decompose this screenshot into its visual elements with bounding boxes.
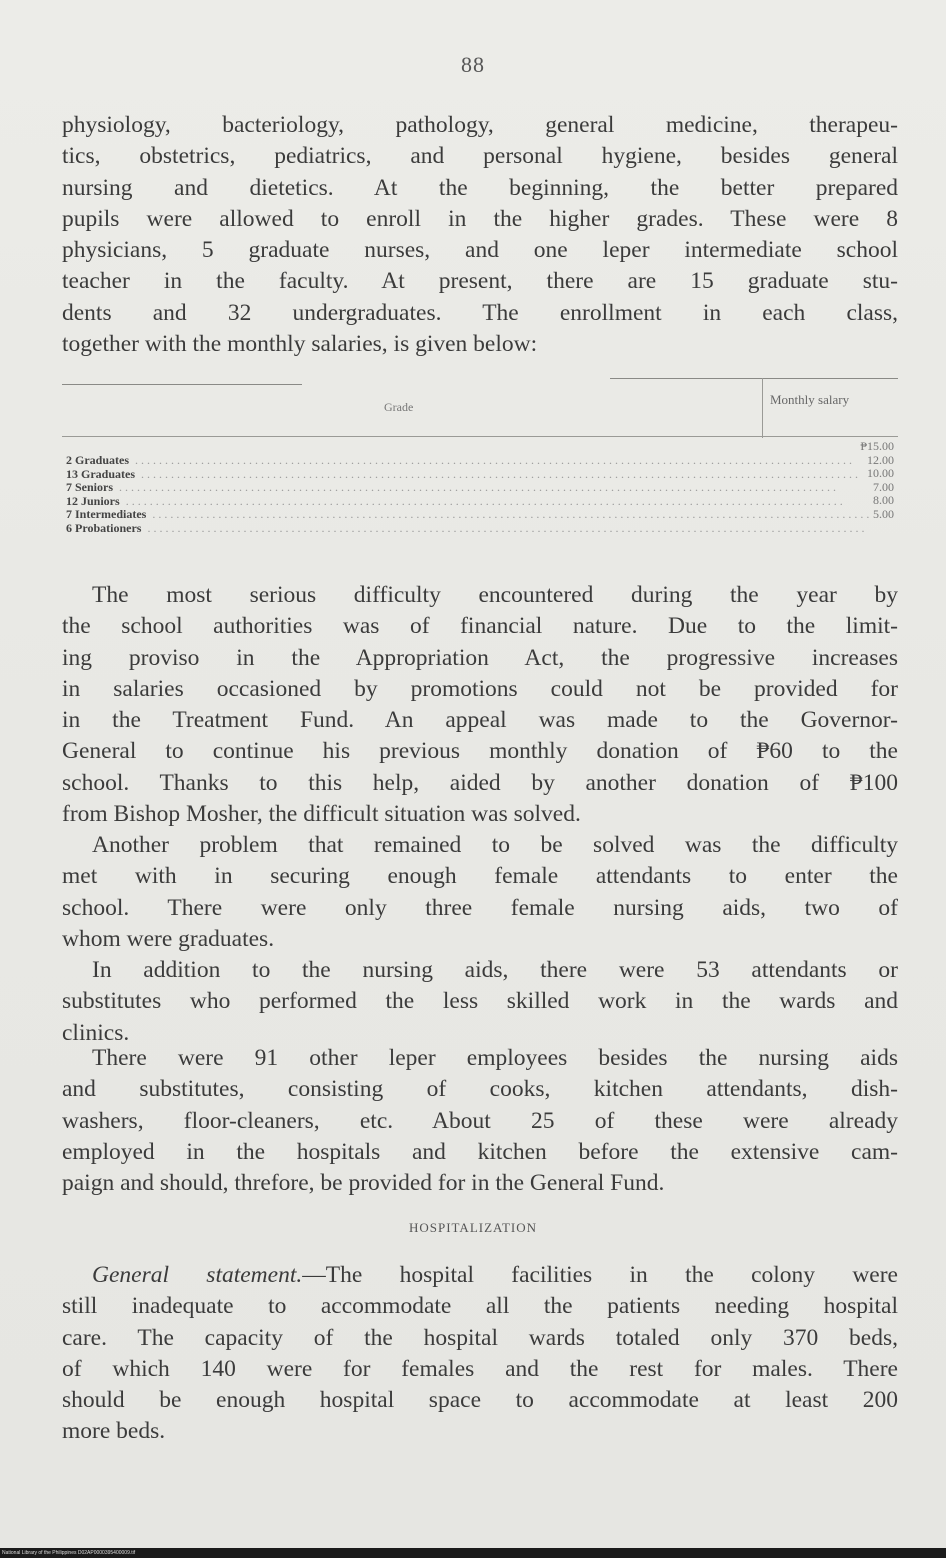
salary-cell: 10.00 xyxy=(867,466,894,480)
table-row: 6 Probationers ........................................................................................................................ xyxy=(66,520,868,535)
female-attendants-paragraph xyxy=(62,830,898,955)
text-line: care. The capacity of the hospital wards totaled only 370 beds, xyxy=(62,1324,898,1351)
text-line: dents and 32 undergraduates. The enrollment in each class, xyxy=(62,299,898,326)
text-line: paign and should, threfore, be provided for in the General Fund. xyxy=(62,1170,665,1197)
text-line: physiology, bacteriology, pathology, general medicine, therapeu- xyxy=(62,112,898,138)
text-line: General to continue his previous monthly donation of ₱60 to the xyxy=(62,738,898,765)
grade-cell: 6 Probationers xyxy=(66,520,142,535)
text-line: the school authorities was of financial nature. Due to the limit- xyxy=(62,613,898,640)
grade-column xyxy=(66,453,873,535)
text-line: whom were graduates. xyxy=(62,925,275,952)
grade-cell: 2 Graduates xyxy=(66,453,129,467)
salary-column xyxy=(818,440,894,521)
text-line: from Bishop Mosher, the difficult situation was solved. xyxy=(62,801,581,828)
text-line: pupils were allowed to enroll in the higher grades. These were 8 xyxy=(62,205,898,232)
grade-cell: 12 Juniors xyxy=(66,493,120,508)
salary-cell: 5.00 xyxy=(873,506,894,521)
text-line: of which 140 were for females and the rest for males. There xyxy=(62,1355,898,1382)
text-line xyxy=(62,1260,898,1291)
table-top-rule xyxy=(610,378,898,379)
monthly-salary-header: Monthly salary xyxy=(770,392,850,407)
text-line: There were 91 other leper employees besides the nursing aids xyxy=(92,1045,898,1071)
grade-cell: 7 Intermediates xyxy=(66,507,147,521)
text-line: still inadequate to accommodate all the patients needing hospital xyxy=(62,1293,898,1320)
text-line: met with in securing enough female attendants to enter the xyxy=(62,863,898,890)
page-number: 88 xyxy=(461,52,485,77)
column-divider xyxy=(762,378,763,438)
salary-cell: ₱15.00 xyxy=(860,439,894,453)
grade-header: Grade xyxy=(384,400,414,414)
section-heading: HOSPITALIZATION xyxy=(408,1220,538,1235)
intro-paragraph xyxy=(62,110,898,360)
text-line: together with the monthly salaries, is given below: xyxy=(62,331,538,358)
text-line: Another problem that remained to be solved was the difficulty xyxy=(92,832,898,858)
scan-bottom-edge xyxy=(0,1548,946,1558)
enrollment-salary-table xyxy=(62,378,898,548)
table-row: 7 Seniors ........................................................................................................................ xyxy=(66,480,840,494)
table-row: 7 Intermediates ........................................................................................................................ xyxy=(66,507,873,521)
text-line: school. There were only three female nursing aids, two of xyxy=(62,894,898,921)
salary-cell: 12.00 xyxy=(867,452,894,467)
text-line: more beds. xyxy=(62,1418,166,1445)
text-line: washers, floor-cleaners, etc. About 25 of these were already xyxy=(62,1107,898,1134)
text-line: The most serious difficulty encountered during the year by xyxy=(92,582,898,608)
text-line: tics, obstetrics, pediatrics, and personal hygiene, besides general xyxy=(62,143,898,170)
text-line: school. Thanks to this help, aided by another donation of ₱100 xyxy=(62,769,898,796)
text-line: physicians, 5 graduate nurses, and one leper intermediate school xyxy=(62,237,898,264)
table-row: 12 Juniors ........................................................................................................................ xyxy=(66,493,846,508)
text-line: teacher in the faculty. At present, there are 15 graduate stu- xyxy=(62,268,898,295)
text-run: —The hospital facilities in the colony were xyxy=(302,1262,898,1288)
text-line: and substitutes, consisting of cooks, kitchen attendants, dish- xyxy=(62,1076,898,1103)
table-row: 13 Graduates ........................................................................................................................ xyxy=(66,466,861,481)
text-line: in the Treatment Fund. An appeal was made to the Governor- xyxy=(62,707,898,734)
salary-cell: 7.00 xyxy=(873,479,894,494)
text-line: In addition to the nursing aids, there were 53 attendants or xyxy=(92,957,898,983)
text-line: in salaries occasioned by promotions could not be provided for xyxy=(62,675,898,702)
table-row: 2 Graduates ........................................................................................................................ xyxy=(66,453,855,467)
text-line: should be enough hospital space to accommodate at least 200 xyxy=(62,1387,898,1414)
employees-paragraph xyxy=(62,1043,898,1199)
text-line: substitutes who performed the less skilled work in the wards and xyxy=(62,988,898,1015)
grade-cell: 13 Graduates xyxy=(66,466,135,481)
text-line: clinics. xyxy=(62,1019,130,1046)
financial-difficulty-paragraph xyxy=(62,580,898,830)
header-rule xyxy=(62,436,898,437)
run-in-heading: General statement. xyxy=(92,1262,303,1288)
text-line: ing proviso in the Appropriation Act, the progressive increases xyxy=(62,644,898,671)
salary-cell: 8.00 xyxy=(873,493,894,507)
scan-footer-caption: National Library of the Philippines D02AP0000395400009.tif xyxy=(2,1550,136,1556)
table-top-rule xyxy=(62,384,302,385)
text-line: nursing and dietetics. At the beginning, the better prepared xyxy=(62,174,898,201)
hospital-statement-paragraph xyxy=(62,1260,898,1448)
grade-cell: 7 Seniors xyxy=(66,480,114,494)
text-line: employed in the hospitals and kitchen before the extensive cam- xyxy=(62,1138,898,1165)
attendants-paragraph xyxy=(62,955,898,1049)
